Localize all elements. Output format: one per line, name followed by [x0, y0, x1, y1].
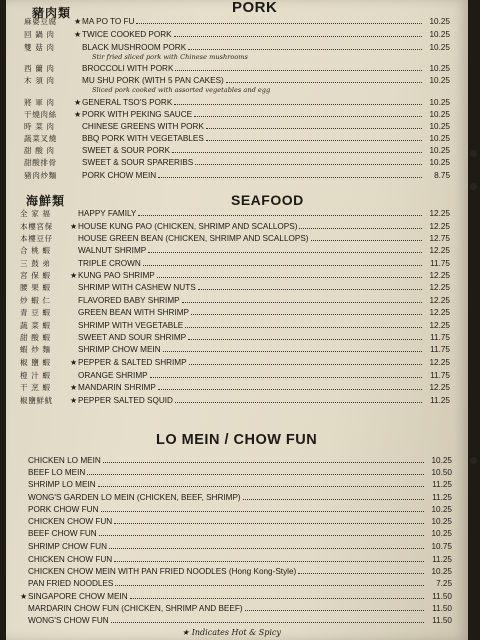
spicy-star-icon: ★ [74, 30, 82, 39]
item-price: 10.25 [429, 64, 450, 73]
menu-item-row [20, 616, 452, 627]
dot-leader [189, 363, 422, 365]
item-name: BBQ PORK WITH VEGETABLES [82, 134, 204, 143]
seafood-chinese-title: 海鮮類 [26, 194, 66, 208]
item-name: PAN FRIED NOODLES [28, 579, 114, 588]
chinese-name: 本樓豆仔 [20, 234, 53, 243]
menu-item-row [20, 542, 452, 553]
dot-leader [109, 547, 424, 549]
menu-item-row [24, 16, 450, 27]
chinese-name: 甜 酸 蝦 [20, 333, 51, 342]
dot-leader [114, 522, 424, 524]
item-name: MA PO TO FU [82, 17, 135, 26]
spicy-star-icon: ★ [70, 271, 78, 280]
item-name: CHICKEN CHOW FUN [28, 555, 113, 564]
pork-desc-mushroom: Stir fried sliced pork with Chinese mushrooms [92, 53, 248, 61]
item-price: 12.25 [429, 283, 450, 292]
menu-item-row [20, 307, 450, 318]
item-price: 10.25 [429, 43, 450, 52]
chinese-name: 炒 蝦 仁 [20, 296, 51, 305]
chinese-name: 蝦 炒 麵 [20, 345, 51, 354]
dot-leader [174, 35, 422, 37]
item-price: 10.25 [431, 567, 452, 576]
dot-leader [172, 151, 422, 153]
item-name: HOUSE KUNG PAO (CHICKEN, SHRIMP AND SCALLOPS) [78, 222, 298, 231]
item-name: SHRIMP CHOW FUN [28, 542, 107, 551]
dot-leader [158, 176, 422, 178]
chinese-name: 麻婆豆腐 [24, 17, 57, 26]
spicy-star-icon: ★ [70, 358, 78, 367]
menu-item-row [20, 258, 450, 269]
item-price: 12.25 [429, 296, 450, 305]
dot-leader [143, 264, 422, 266]
chinese-name: 木 須 肉 [24, 76, 55, 85]
dot-leader [206, 139, 422, 141]
item-name: ORANGE SHRIMP [78, 371, 148, 380]
dot-leader [136, 22, 422, 24]
chinese-name: 宮 保 蝦 [20, 271, 51, 280]
chinese-name: 干 烹 蝦 [20, 383, 51, 392]
item-price: 10.25 [431, 517, 452, 526]
dot-leader [191, 313, 422, 315]
binder-hole [470, 150, 477, 157]
item-price: 8.75 [434, 171, 450, 180]
dot-leader [194, 115, 422, 117]
menu-item-row [20, 505, 452, 516]
seafood-section-title: SEAFOOD [231, 192, 304, 208]
chinese-name: 合 桃 蝦 [20, 246, 51, 255]
item-name: TRIPLE CROWN [78, 259, 141, 268]
chinese-name: 本樓宮保 [20, 222, 53, 231]
chinese-name: 豬肉炒麵 [24, 171, 57, 180]
spicy-star-icon: ★ [20, 592, 28, 601]
menu-item-row [20, 529, 452, 540]
menu-item-row [24, 29, 450, 40]
item-name: BLACK MUSHROOM PORK [82, 43, 187, 52]
chinese-name: 腰 果 蝦 [20, 283, 51, 292]
chinese-name: 甜酸排骨 [24, 158, 57, 167]
menu-item-row [24, 121, 450, 132]
dot-leader [157, 276, 422, 278]
item-price: 12.25 [429, 246, 450, 255]
pork-section-title: PORK [232, 0, 278, 16]
dot-leader [175, 69, 422, 71]
chinese-name: 蔬菜叉燒 [24, 134, 57, 143]
item-name: CHICKEN CHOW FUN [28, 517, 113, 526]
item-name: BEEF CHOW FUN [28, 529, 97, 538]
item-price: 10.25 [429, 122, 450, 131]
item-name: GENERAL TSO'S PORK [82, 98, 173, 107]
dot-leader [158, 388, 422, 390]
menu-page [6, 0, 468, 640]
dot-leader [182, 301, 422, 303]
item-name: SINGAPORE CHOW MEIN [28, 592, 128, 601]
menu-item-row [24, 157, 450, 168]
menu-item-row [20, 592, 452, 603]
item-price: 11.75 [430, 371, 450, 380]
menu-item-row [20, 493, 452, 504]
dot-leader [174, 103, 422, 105]
menu-item-row [20, 344, 450, 355]
item-name: CHICKEN CHOW MEIN WITH PAN FRIED NOODLES (Hong Kong-Style) [28, 567, 297, 576]
chinese-name: 橙 汁 蝦 [20, 371, 51, 380]
spicy-star-icon: ★ [74, 17, 82, 26]
menu-item-row [20, 517, 452, 528]
dot-leader [163, 350, 422, 352]
hot-spicy-footnote: ★ Indicates Hot & Spicy [182, 628, 281, 637]
menu-item-row [20, 468, 452, 479]
dot-leader [175, 401, 422, 403]
item-name: PEPPER SALTED SQUID [78, 396, 173, 405]
chinese-name: 椒鹽鮮魷 [20, 396, 53, 405]
dot-leader [103, 461, 424, 463]
menu-item-row [20, 370, 450, 381]
item-name: PORK WITH PEKING SAUCE [82, 110, 193, 119]
dot-leader [198, 288, 422, 290]
dot-leader [101, 510, 424, 512]
pork-chinese-title: 豬肉類 [32, 6, 72, 20]
spicy-star-icon: ★ [70, 222, 78, 231]
menu-item-row [20, 456, 452, 467]
item-name: MANDARIN SHRIMP [78, 383, 156, 392]
spicy-star-icon: ★ [74, 98, 82, 107]
menu-item-row [20, 320, 450, 331]
dot-leader [87, 473, 424, 475]
item-price: 12.75 [429, 234, 450, 243]
item-price: 10.25 [431, 505, 452, 514]
binder-hole [470, 183, 477, 190]
dot-leader [98, 485, 424, 487]
item-name: SHRIMP WITH VEGETABLE [78, 321, 184, 330]
item-price: 10.25 [429, 98, 450, 107]
menu-item-row [20, 555, 452, 566]
item-price: 11.25 [430, 396, 450, 405]
menu-item-row [24, 97, 450, 108]
dot-leader [188, 338, 422, 340]
menu-item-row [20, 221, 450, 232]
item-price: 12.25 [429, 383, 450, 392]
item-name: SWEET & SOUR SPARERIBS [82, 158, 194, 167]
item-price: 12.25 [429, 321, 450, 330]
menu-item-row [24, 133, 450, 144]
item-name: SHRIMP CHOW MEIN [78, 345, 161, 354]
item-price: 10.25 [429, 146, 450, 155]
chinese-name: 干燒肉絲 [24, 110, 57, 119]
binder-hole [470, 457, 477, 464]
item-price: 11.25 [432, 480, 452, 489]
item-name: SHRIMP LO MEIN [28, 480, 96, 489]
menu-item-row [20, 567, 452, 578]
item-name: MARDARIN CHOW FUN (CHICKEN, SHRIMP AND BEEF) [28, 604, 243, 613]
spicy-star-icon: ★ [70, 383, 78, 392]
item-price: 12.25 [429, 209, 450, 218]
menu-item-row [20, 480, 452, 491]
item-name: SWEET & SOUR PORK [82, 146, 171, 155]
menu-item-row [20, 395, 450, 406]
menu-item-row [20, 604, 452, 615]
item-name: SHRIMP WITH CASHEW NUTS [78, 283, 196, 292]
menu-item-row [20, 245, 450, 256]
item-name: HOUSE GREEN BEAN (CHICKEN, SHRIMP AND SCALLOPS) [78, 234, 309, 243]
menu-item-row [24, 63, 450, 74]
menu-item-row [24, 42, 450, 53]
item-name: PEPPER & SALTED SHRIMP [78, 358, 187, 367]
dot-leader [195, 163, 422, 165]
chinese-name: 椒 鹽 蝦 [20, 358, 51, 367]
dot-leader [138, 214, 422, 216]
dot-leader [206, 127, 422, 129]
item-price: 11.75 [430, 259, 450, 268]
item-price: 11.25 [432, 555, 452, 564]
menu-item-row [24, 75, 450, 86]
chinese-name: 時 菜 肉 [24, 122, 55, 131]
item-price: 12.25 [429, 358, 450, 367]
dot-leader [226, 81, 422, 83]
dot-leader [130, 597, 424, 599]
item-price: 12.25 [429, 271, 450, 280]
item-price: 7.25 [436, 579, 452, 588]
item-name: GREEN BEAN WITH SHRIMP [78, 308, 189, 317]
item-price: 10.75 [431, 542, 452, 551]
menu-item-row [20, 579, 452, 590]
dot-leader [111, 621, 424, 623]
item-name: CHICKEN LO MEIN [28, 456, 101, 465]
pork-desc-mushu: Sliced pork cooked with assorted vegetables and egg [92, 86, 271, 94]
dot-leader [299, 227, 422, 229]
lomein-section-title: LO MEIN / CHOW FUN [156, 432, 318, 448]
item-name: WONG'S CHOW FUN [28, 616, 109, 625]
item-price: 10.25 [431, 456, 452, 465]
chinese-name: 蔬 菜 蝦 [20, 321, 51, 330]
spicy-star-icon: ★ [74, 110, 82, 119]
dot-leader [114, 560, 424, 562]
menu-item-row [20, 208, 450, 219]
chinese-name: 全 家 福 [20, 209, 51, 218]
item-price: 11.50 [432, 592, 452, 601]
item-name: PORK CHOW FUN [28, 505, 99, 514]
item-price: 10.25 [429, 76, 450, 85]
dot-leader [243, 498, 424, 500]
item-name: WONG'S GARDEN LO MEIN (CHICKEN, BEEF, SHRIMP) [28, 493, 241, 502]
dot-leader [185, 326, 422, 328]
menu-item-row [20, 295, 450, 306]
chinese-name: 雙 菇 肉 [24, 43, 55, 52]
item-price: 10.25 [429, 30, 450, 39]
item-name: MU SHU PORK (WITH 5 PAN CAKES) [82, 76, 224, 85]
item-name: SWEET AND SOUR SHRIMP [78, 333, 187, 342]
item-name: TWICE COOKED PORK [82, 30, 172, 39]
chinese-name: 將 軍 肉 [24, 98, 55, 107]
dot-leader [150, 376, 422, 378]
item-name: BEEF LO MEIN [28, 468, 86, 477]
chinese-name: 青 豆 蝦 [20, 308, 51, 317]
menu-item-row [24, 109, 450, 120]
item-name: PORK CHOW MEIN [82, 171, 157, 180]
item-price: 12.25 [429, 222, 450, 231]
item-name: BROCCOLI WITH PORK [82, 64, 174, 73]
menu-item-row [20, 233, 450, 244]
chinese-name: 回 鍋 肉 [24, 30, 55, 39]
item-price: 10.25 [431, 529, 452, 538]
dot-leader [148, 251, 422, 253]
item-price: 10.25 [429, 134, 450, 143]
item-price: 11.75 [430, 333, 450, 342]
menu-item-row [24, 145, 450, 156]
item-price: 10.25 [429, 17, 450, 26]
menu-item-row [20, 382, 450, 393]
menu-item-row [20, 332, 450, 343]
menu-item-row [20, 357, 450, 368]
chinese-name: 三 鼓 弟 [20, 259, 51, 268]
dot-leader [115, 584, 424, 586]
item-name: FLAVORED BABY SHRIMP [78, 296, 180, 305]
item-price: 12.25 [429, 308, 450, 317]
item-price: 11.75 [430, 345, 450, 354]
menu-item-row [20, 282, 450, 293]
item-price: 11.25 [432, 493, 452, 502]
dot-leader [311, 239, 422, 241]
dot-leader [298, 572, 424, 574]
item-name: KUNG PAO SHRIMP [78, 271, 155, 280]
chinese-name: 甜 酸 肉 [24, 146, 55, 155]
item-name: CHINESE GREENS WITH PORK [82, 122, 204, 131]
item-price: 10.50 [431, 468, 452, 477]
item-name: HAPPY FAMILY [78, 209, 137, 218]
chinese-name: 西 蘭 肉 [24, 64, 55, 73]
menu-item-row [24, 170, 450, 181]
menu-item-row [20, 270, 450, 281]
item-price: 11.50 [432, 616, 452, 625]
dot-leader [99, 534, 424, 536]
item-price: 11.50 [432, 604, 452, 613]
dot-leader [245, 609, 424, 611]
item-name: WALNUT SHRIMP [78, 246, 147, 255]
dot-leader [188, 48, 422, 50]
item-price: 10.25 [429, 110, 450, 119]
spicy-star-icon: ★ [70, 396, 78, 405]
item-price: 10.25 [429, 158, 450, 167]
